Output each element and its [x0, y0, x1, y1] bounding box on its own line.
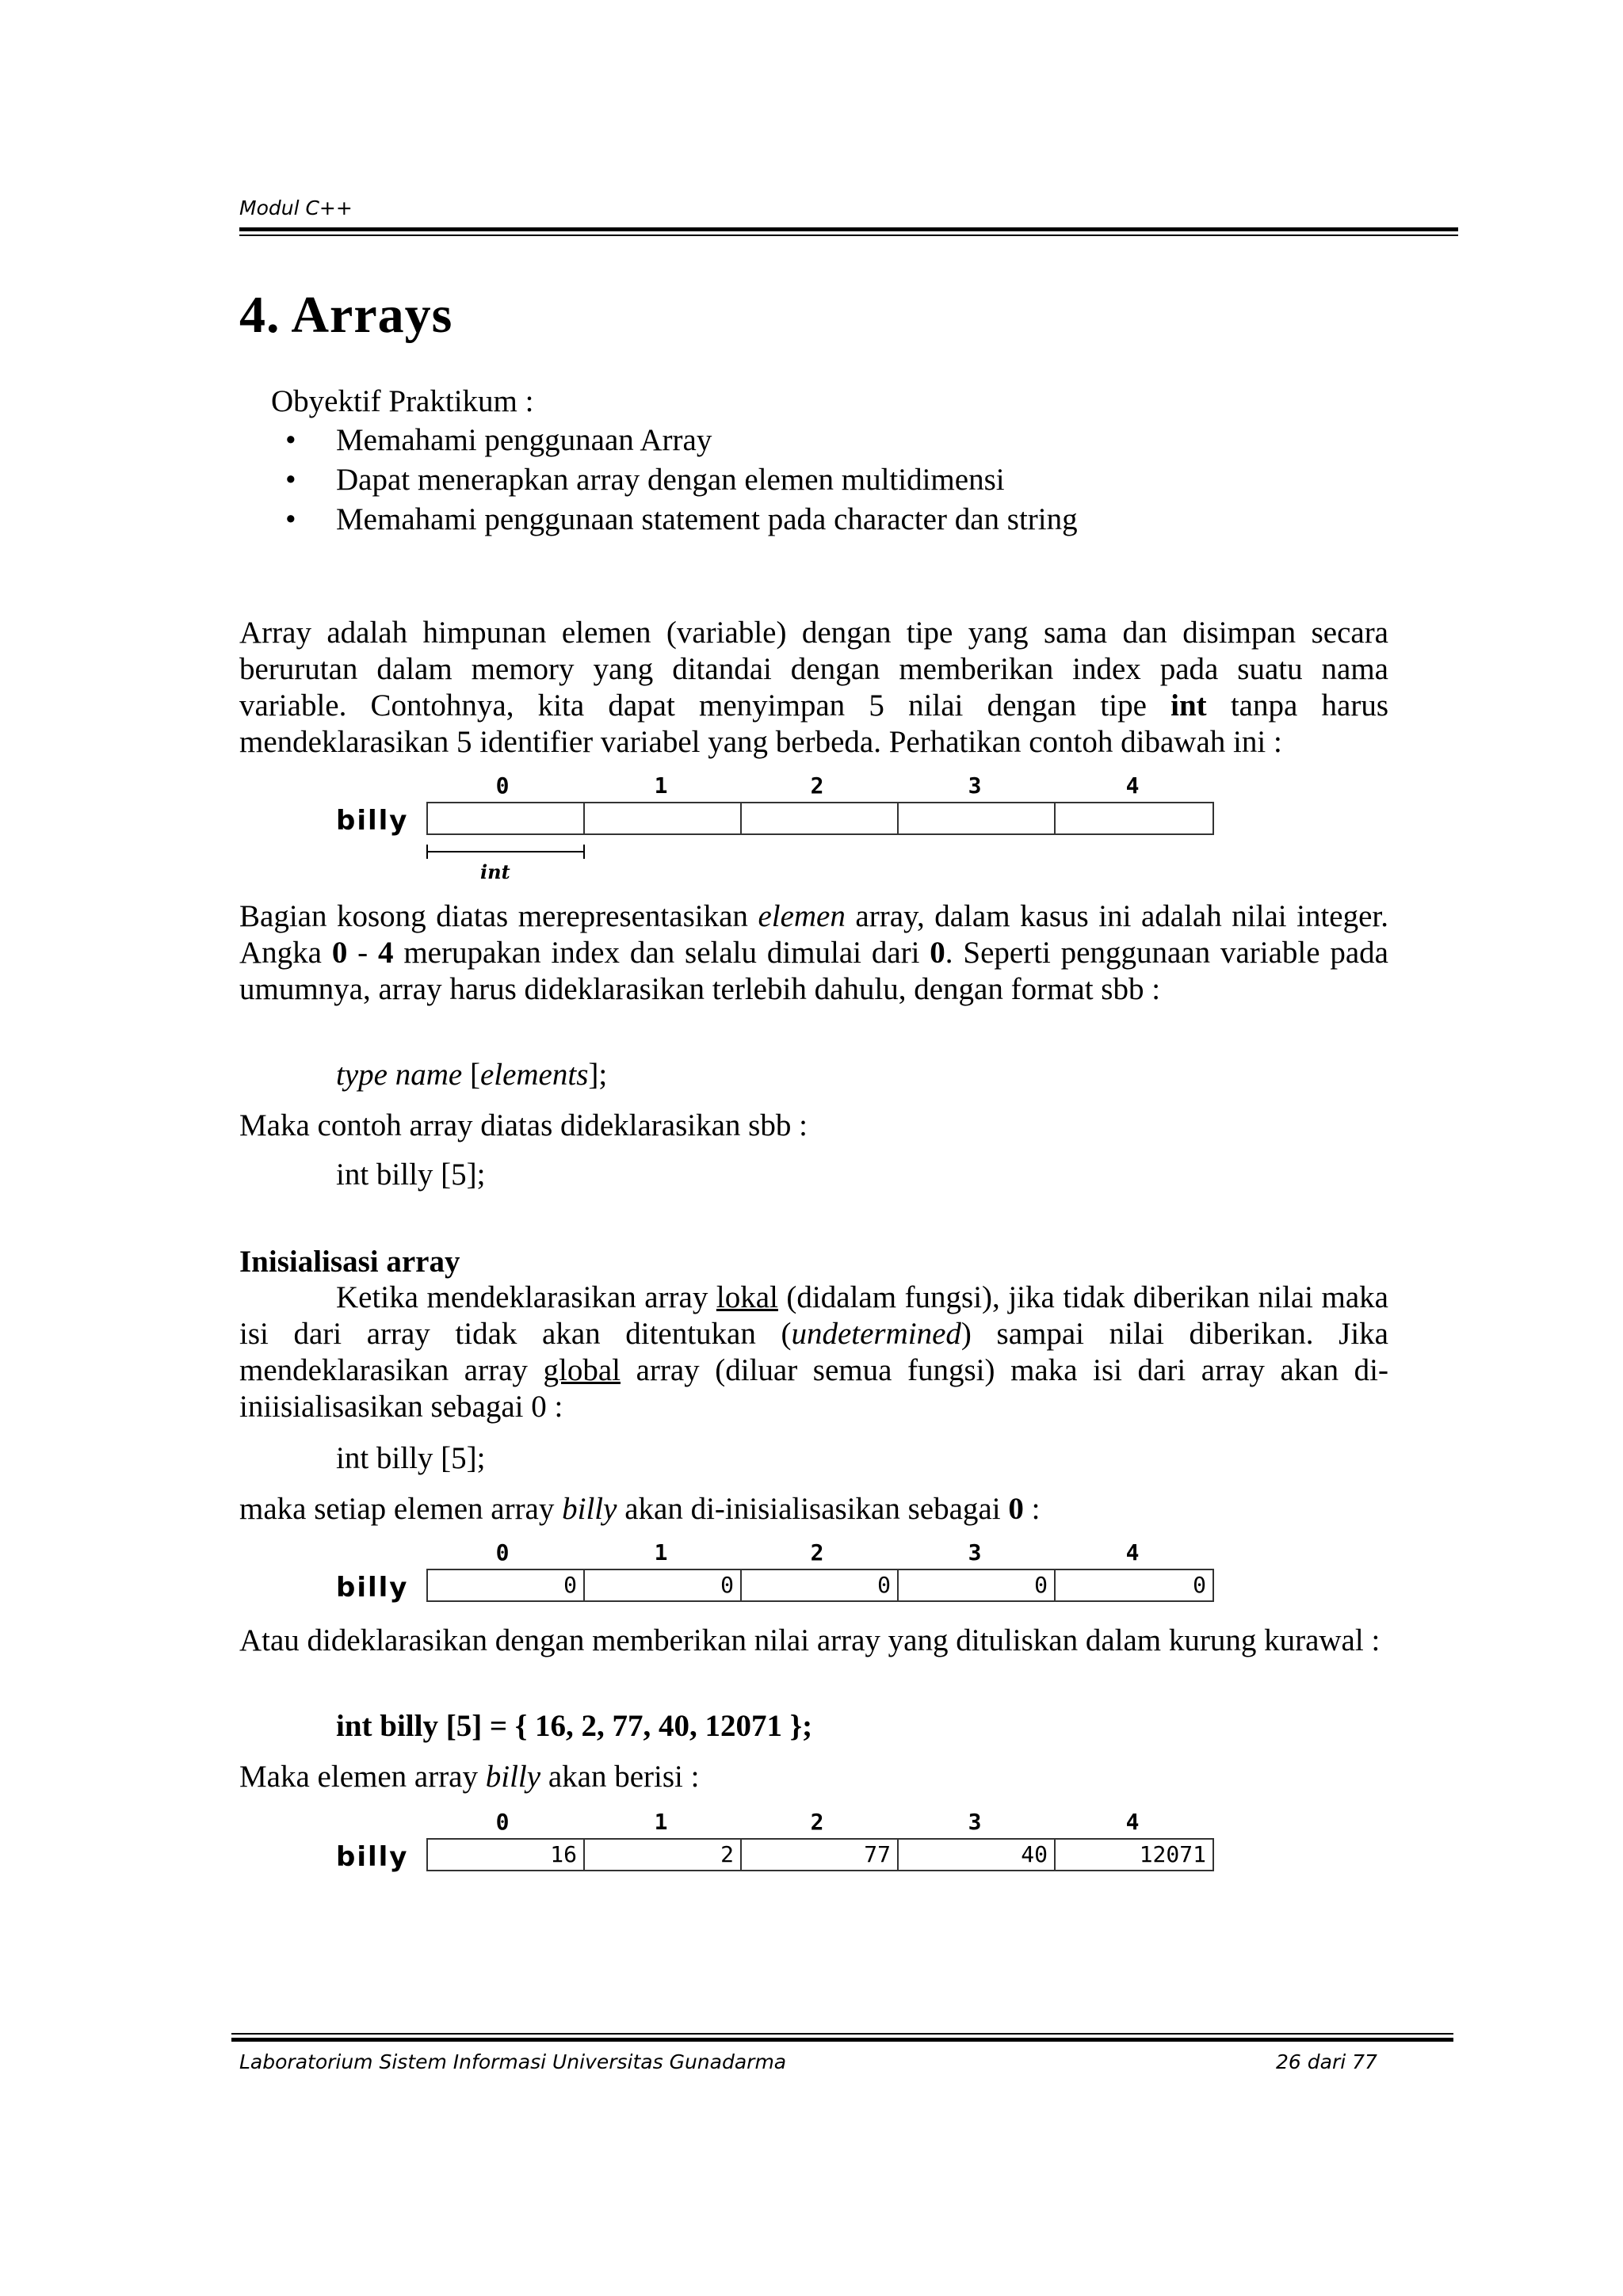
- array-index-label: 4: [1125, 1539, 1140, 1566]
- declaration-code: int billy [5];: [336, 1158, 486, 1192]
- array-cell: 77: [742, 1840, 899, 1870]
- array-index-label: 0: [495, 1539, 510, 1566]
- array-cell: 0: [742, 1570, 899, 1600]
- array-cell: 2: [585, 1840, 742, 1870]
- zero-init-intro: maka setiap elemen array billy akan di-inisialisasikan sebagai 0 :: [239, 1492, 1041, 1526]
- int-span-tick: [583, 845, 585, 859]
- array-cell: 0: [428, 1570, 585, 1600]
- bullet-icon: •: [285, 423, 296, 457]
- init-code: int billy [5] = { 16, 2, 77, 40, 12071 };: [336, 1709, 813, 1743]
- page-number: 26 dari 77: [1276, 2050, 1377, 2073]
- array-index-label: 2: [810, 1809, 824, 1835]
- array-index-label: 0: [495, 772, 510, 799]
- header-rule-thin: [239, 235, 1458, 236]
- footer-rule-thick: [231, 2038, 1453, 2042]
- format-line: type name [elements];: [336, 1058, 608, 1092]
- bullet-icon: •: [285, 502, 296, 536]
- array-index-label: 1: [654, 772, 668, 799]
- header-title: Modul C++: [239, 196, 353, 219]
- bullet-icon: •: [285, 463, 296, 497]
- array-name-label: billy: [336, 1841, 409, 1873]
- array-name-label: billy: [336, 805, 409, 837]
- footer-rule-thin: [231, 2033, 1453, 2035]
- array-index-label: 4: [1125, 772, 1140, 799]
- array-cell: [899, 803, 1056, 833]
- array-cell: 16: [428, 1840, 585, 1870]
- array-index-label: 1: [654, 1809, 668, 1835]
- array-name-label: billy: [336, 1572, 409, 1604]
- objective-item: • Memahami penggunaan statement pada character dan string: [285, 502, 1078, 536]
- array-row: [426, 1838, 1214, 1871]
- declaration-intro: Maka contoh array diatas dideklarasikan sbb :: [239, 1108, 808, 1142]
- array-index-label: 3: [968, 772, 982, 799]
- array-cell: [585, 803, 742, 833]
- array-cell: 12071: [1139, 1841, 1206, 1867]
- array-index-label: 2: [810, 772, 824, 799]
- result-intro: Maka elemen array billy akan berisi :: [239, 1760, 700, 1794]
- array-index-label: 3: [968, 1539, 982, 1566]
- section-heading: Inisialisasi array: [239, 1245, 460, 1279]
- header-rule-thick: [239, 227, 1458, 231]
- array-index-label: 2: [810, 1539, 824, 1566]
- array-row: [426, 802, 1214, 835]
- objective-item: • Dapat menerapkan array dengan elemen multidimensi: [285, 463, 1005, 497]
- chapter-title: 4. Arrays: [239, 286, 453, 344]
- array-cell: 0: [585, 1570, 742, 1600]
- array-index-label: 0: [495, 1809, 510, 1835]
- declaration-code-2: int billy [5];: [336, 1441, 486, 1475]
- array-cell: 0: [1193, 1572, 1206, 1598]
- intro-paragraph: Array adalah himpunan elemen (variable) dengan tipe yang sama dan disimpan secara berurutan dalam memory yang ditandai dengan memberikan index pada suatu nama variable. Contohnya, kita dapat menyimpan 5 nilai dengan tipe int tanpa harus mendeklarasikan 5 identifier variabel yang berbeda. Perhatikan contoh dibawah ini :: [239, 616, 1388, 759]
- array-index-label: 1: [654, 1539, 668, 1566]
- array-cell: [428, 803, 585, 833]
- int-span-tick: [426, 845, 428, 859]
- curly-paragraph: Atau dideklarasikan dengan memberikan nilai array yang dituliskan dalam kurung kurawal :: [239, 1623, 1381, 1657]
- int-type-label: int: [480, 860, 510, 883]
- explain-paragraph: Bagian kosong diatas merepresentasikan elemen array, dalam kasus ini adalah nilai integer. Angka 0 - 4 merupakan index dan selalu dimulai dari 0. Seperti penggunaan variable pada umumnya, array harus dideklarasikan terlebih dahulu, dengan format sbb :: [239, 899, 1388, 1006]
- array-cell: 0: [899, 1570, 1056, 1600]
- int-span-line: [426, 851, 585, 852]
- array-index-label: 3: [968, 1809, 982, 1835]
- array-cell: [742, 803, 899, 833]
- objective-item: • Memahami penggunaan Array: [285, 423, 712, 457]
- array-index-label: 4: [1125, 1809, 1140, 1835]
- footer-lab-name: Laboratorium Sistem Informasi Universitas Gunadarma: [239, 2050, 787, 2073]
- init-paragraph: Ketika mendeklarasikan array lokal (didalam fungsi), jika tidak diberikan nilai maka isi dari array tidak akan ditentukan (undetermined) sampai nilai diberikan. Jika mendeklarasikan array global array (diluar semua fungsi) maka isi dari array akan di-iniisialisasikan sebagai 0 :: [239, 1280, 1388, 1424]
- array-cell: 40: [899, 1840, 1056, 1870]
- objectives-heading: Obyektif Praktikum :: [271, 384, 534, 418]
- array-row: [426, 1569, 1214, 1602]
- array-cell: [1056, 803, 1212, 833]
